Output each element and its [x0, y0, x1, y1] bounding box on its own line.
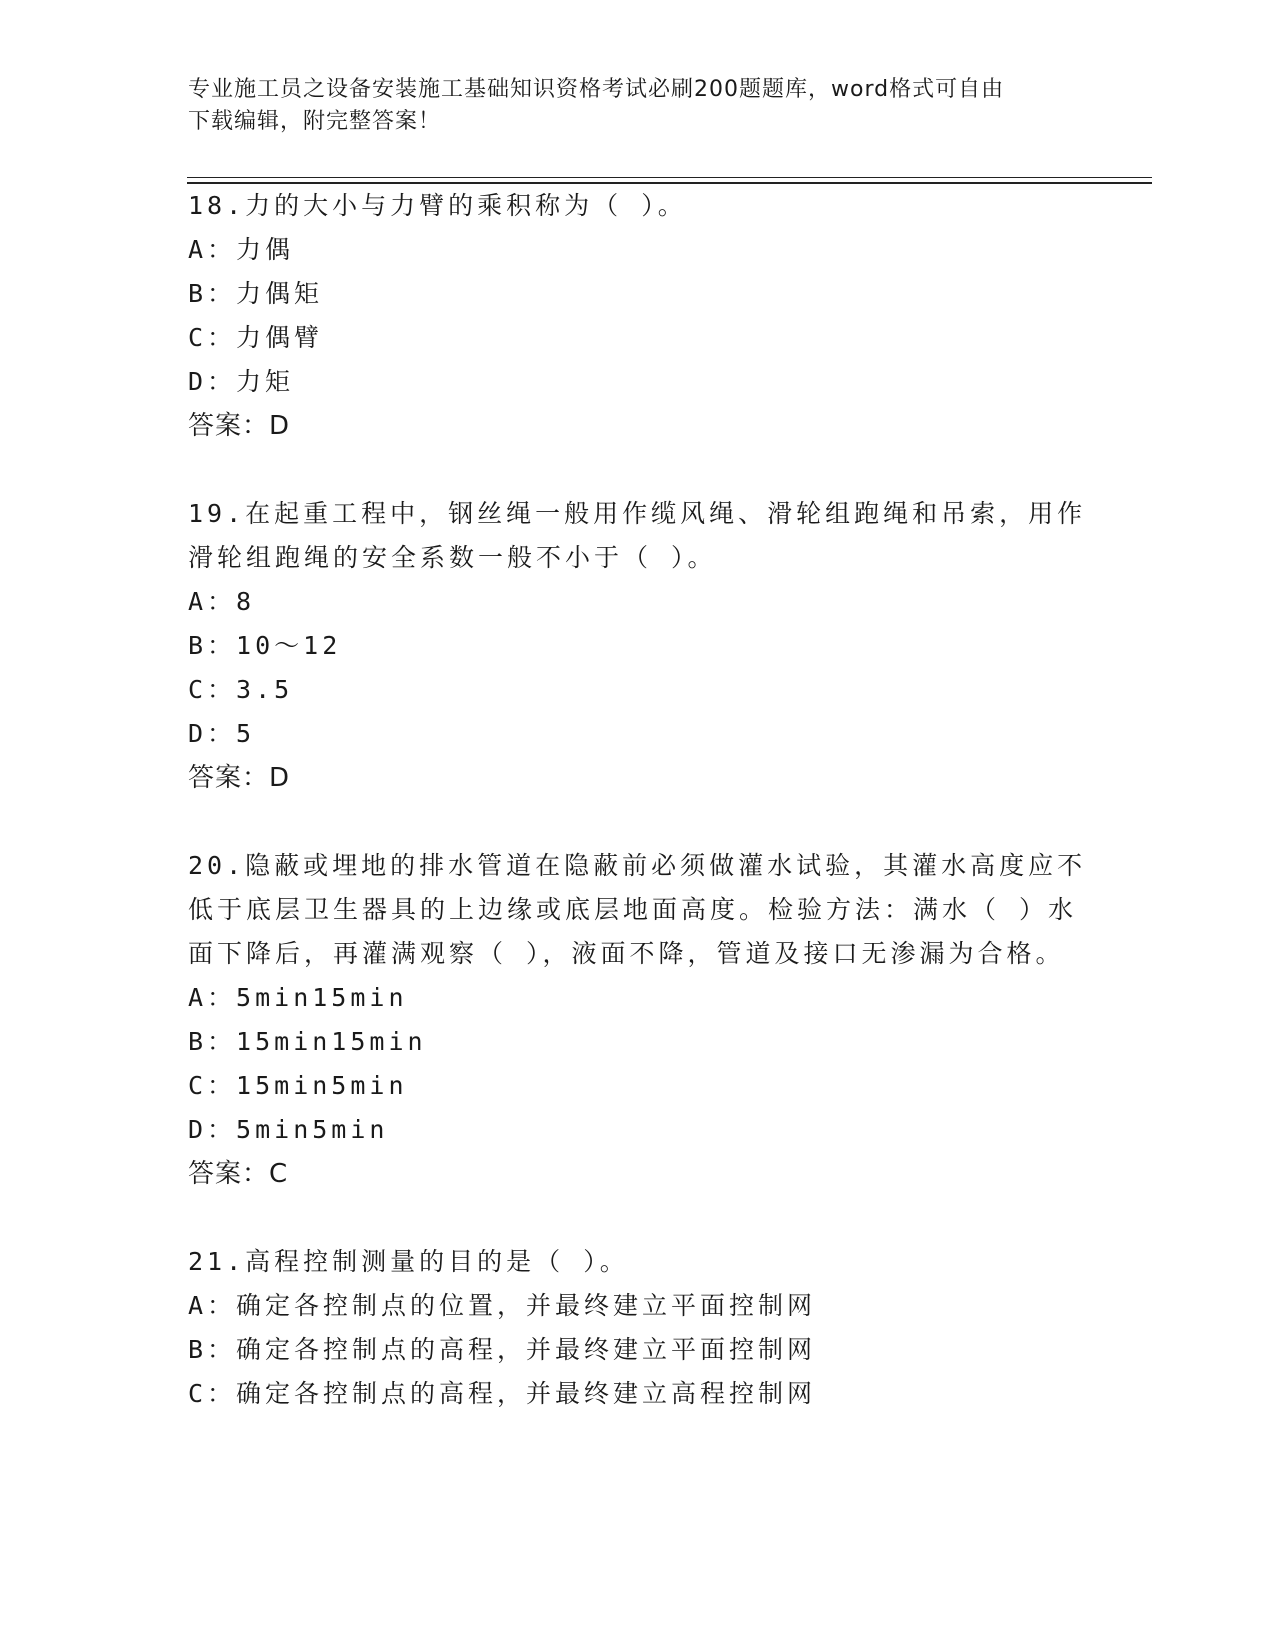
- question-19-stem-line-1: 19.在起重工程中，钢丝绳一般用作缆风绳、滑轮组跑绳和吊索，用作: [188, 499, 1087, 528]
- question-18-stem-line-1: 18.力的大小与力臂的乘积称为（ ）。: [188, 191, 687, 220]
- question-20-answer: 答案：C: [188, 1159, 289, 1189]
- question-21-option-a: A：确定各控制点的位置，并最终建立平面控制网: [188, 1291, 817, 1320]
- question-18-option-d: D：力矩: [188, 367, 295, 396]
- question-21-option-c: C：确定各控制点的高程，并最终建立高程控制网: [188, 1379, 817, 1408]
- question-20-stem-line-2: 低于底层卫生器具的上边缘或底层地面高度。检验方法：满水（ ）水: [188, 895, 1078, 924]
- question-20-stem-line-3: 面下降后，再灌满观察（ ），液面不降，管道及接口无渗漏为合格。: [188, 939, 1065, 968]
- document-header: [188, 74, 1088, 138]
- question-19-option-d: D：5: [188, 719, 256, 748]
- question-18-option-a: A：力偶: [188, 235, 295, 264]
- question-19-option-c: C：3.5: [188, 675, 294, 704]
- header-divider-thin: [187, 177, 1152, 178]
- question-18-answer: 答案：D: [188, 411, 291, 441]
- question-20-option-c: C：15min5min: [188, 1071, 408, 1100]
- question-18-option-b: B：力偶矩: [188, 279, 324, 308]
- header-line-2: 下载编辑，附完整答案！: [188, 109, 442, 134]
- question-19-answer: 答案：D: [188, 763, 291, 793]
- question-20-option-a: A：5min15min: [188, 983, 408, 1012]
- question-20-stem-line-1: 20.隐蔽或埋地的排水管道在隐蔽前必须做灌水试验，其灌水高度应不: [188, 851, 1087, 880]
- question-19-option-a: A：8: [188, 587, 256, 616]
- question-20-option-b: B：15min15min: [188, 1027, 427, 1056]
- question-18-option-c: C：力偶臂: [188, 323, 324, 352]
- header-line-1: 专业施工员之设备安装施工基础知识资格考试必刷200题题库，word格式可自由: [188, 77, 1005, 102]
- question-19-stem-line-2: 滑轮组跑绳的安全系数一般不小于（ ）。: [188, 543, 717, 572]
- question-20-option-d: D：5min5min: [188, 1115, 389, 1144]
- question-19-option-b: B：10～12: [188, 631, 342, 660]
- header-divider-thick: [187, 182, 1152, 184]
- question-21-option-b: B：确定各控制点的高程，并最终建立平面控制网: [188, 1335, 817, 1364]
- question-21-stem-line-1: 21.高程控制测量的目的是（ ）。: [188, 1247, 629, 1276]
